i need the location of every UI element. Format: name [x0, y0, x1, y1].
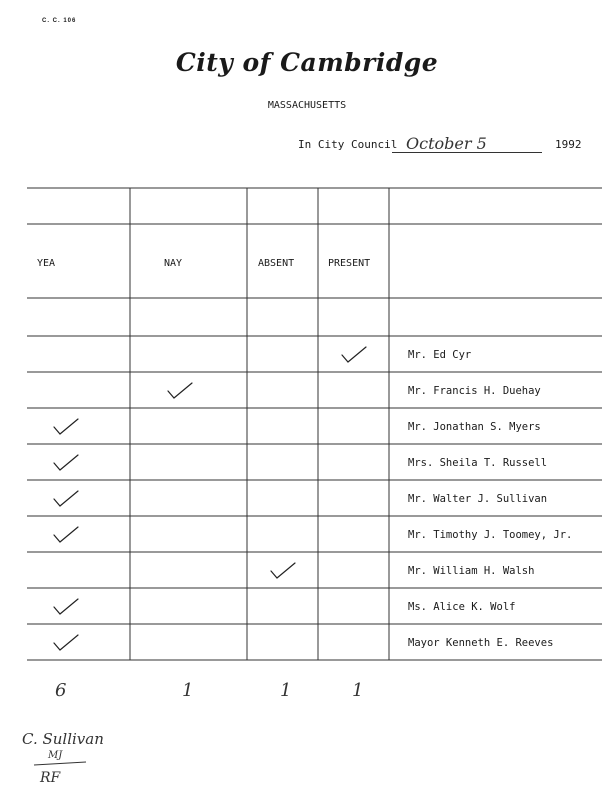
- council-year: 1992: [555, 138, 582, 151]
- member-name: Ms. Alice K. Wolf: [408, 601, 516, 613]
- check-mark-icon: [271, 563, 295, 578]
- member-name: Mr. Walter J. Sullivan: [408, 493, 548, 505]
- signature-name: C. Sullivan: [22, 730, 104, 748]
- column-header-yea: YEA: [37, 258, 56, 269]
- nay-total: 1: [182, 680, 194, 701]
- member-name: Mr. Timothy J. Toomey, Jr.: [408, 529, 573, 541]
- column-header-absent: ABSENT: [258, 258, 295, 269]
- check-mark-icon: [54, 635, 78, 650]
- yea-total: 6: [55, 680, 67, 701]
- member-name: Mr. Francis H. Duehay: [408, 385, 541, 397]
- present-total: 1: [352, 680, 364, 701]
- check-mark-icon: [54, 527, 78, 542]
- state-label: MASSACHUSETTS: [267, 100, 347, 111]
- check-mark-icon: [54, 599, 78, 614]
- column-header-present: PRESENT: [328, 258, 371, 269]
- check-mark-icon: [342, 347, 366, 362]
- council-date: October 5: [392, 134, 542, 153]
- signature-initials: MJ: [48, 750, 63, 761]
- check-mark-icon: [54, 419, 78, 434]
- member-name: Mr. Jonathan S. Myers: [408, 421, 541, 433]
- member-name: Mr. Ed Cyr: [408, 349, 472, 361]
- city-title: City of Cambridge: [175, 48, 439, 77]
- column-header-nay: NAY: [164, 258, 183, 269]
- absent-total: 1: [280, 680, 292, 701]
- member-name: Mr. William H. Walsh: [408, 565, 535, 577]
- check-mark-icon: [168, 383, 192, 398]
- check-mark-icon: [54, 491, 78, 506]
- check-mark-icon: [54, 455, 78, 470]
- member-name: Mrs. Sheila T. Russell: [408, 457, 548, 469]
- signature-divider: [34, 762, 86, 765]
- council-label: In City Council: [298, 138, 398, 151]
- member-name: Mayor Kenneth E. Reeves: [408, 637, 554, 649]
- signature-initials-2: RF: [40, 770, 61, 786]
- form-code: C. C. 106: [42, 18, 77, 24]
